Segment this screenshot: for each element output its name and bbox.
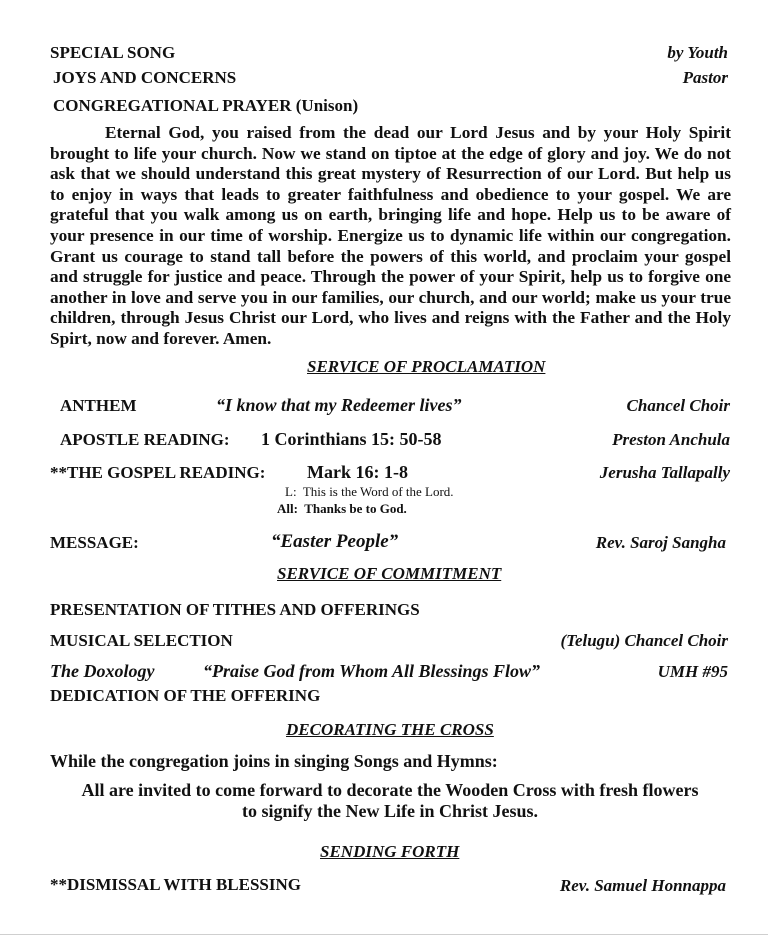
anthem-by: Chancel Choir [626, 396, 730, 415]
section-heading-cross: DECORATING THE CROSS [286, 720, 494, 739]
prayer-heading [53, 96, 358, 116]
message-title: “Easter People” [271, 531, 399, 552]
page-bottom-divider [0, 934, 768, 935]
response-leader-text: This is the Word of the Lord. [302, 484, 454, 499]
response-all-tag: All: [277, 501, 298, 516]
apostle-ref: 1 Corinthians 15: 50-58 [261, 429, 442, 449]
anthem-title: “I know that my Redeemer lives” [216, 395, 462, 415]
prayer-heading-note: (Unison) [295, 96, 359, 115]
doxology-ref: UMH #95 [657, 662, 728, 681]
gospel-ref: Mark 16: 1-8 [307, 462, 408, 482]
apostle-label: APOSTLE READING: [60, 430, 230, 449]
musical-selection-by: (Telugu) Chancel Choir [560, 631, 728, 650]
tithes-label: PRESENTATION OF TITHES AND OFFERINGS [50, 600, 420, 619]
special-song-label: SPECIAL SONG [50, 43, 176, 62]
response-leader [285, 484, 454, 500]
prayer-heading-text: CONGREGATIONAL PRAYER [53, 96, 292, 115]
prayer-text: Eternal God, you raised from the dead our Lord Jesus and by your Holy Spirit brought to life your church. Now we stand on tiptoe at the edge of glory and joy. We do not ask that we should understand this great mystery of Resurrection of our Lord. But help us to enjoy in ways that leads to greater faithfulness and obedience to your gospel. We are grateful that you walk among us on earth, bringing life and hope. Help us to be aware of your presence in our time of worship. Energize us to dynamic life within our congregation. Grant us courage to stand tall before the powers of this world, and proclaim your gospel and struggle for justice and peace. Through the power of your Spirit, help us to forgive one another in love and serve you in our families, our church, and our world; make us your true children, through Jesus Christ our Lord, who lives and reigns with the Father and the Holy Spirt, now and forever. Amen. [50, 123, 731, 348]
section-heading-proclamation: SERVICE OF PROCLAMATION [307, 357, 546, 376]
musical-selection-label: MUSICAL SELECTION [50, 631, 233, 650]
anthem-label: ANTHEM [60, 396, 137, 415]
doxology-label: The Doxology [50, 661, 155, 681]
dismissal-by: Rev. Samuel Honnappa [559, 876, 726, 895]
cross-intro: While the congregation joins in singing Songs and Hymns: [50, 751, 498, 771]
gospel-by: Jerusha Tallapally [599, 463, 730, 482]
joys-by: Pastor [682, 68, 728, 87]
cross-line-1: All are invited to come forward to decorate the Wooden Cross with fresh flowers [81, 780, 699, 800]
response-leader-tag: L: [285, 484, 297, 499]
apostle-by: Preston Anchula [612, 430, 730, 449]
cross-line-2: to signify the New Life in Christ Jesus. [242, 801, 538, 821]
dismissal-label: **DISMISSAL WITH BLESSING [50, 875, 302, 894]
section-heading-commitment: SERVICE OF COMMITMENT [277, 564, 502, 583]
section-heading-sending: SENDING FORTH [320, 842, 460, 861]
response-all [277, 501, 407, 517]
dedication-label: DEDICATION OF THE OFFERING [50, 686, 321, 705]
response-all-text: Thanks be to God. [304, 501, 407, 516]
message-by: Rev. Saroj Sangha [595, 533, 726, 552]
joys-label: JOYS AND CONCERNS [53, 68, 237, 87]
special-song-by: by Youth [667, 43, 728, 62]
doxology-title: “Praise God from Whom All Blessings Flow” [203, 661, 541, 681]
gospel-label: **THE GOSPEL READING: [50, 463, 266, 482]
message-label: MESSAGE: [50, 533, 139, 552]
